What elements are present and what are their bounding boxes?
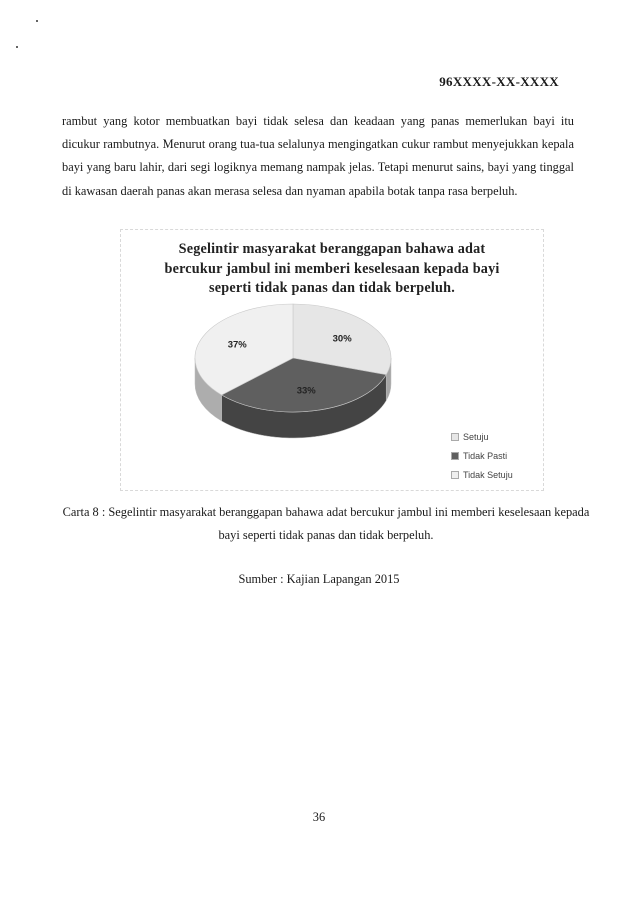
legend-item — [451, 465, 513, 484]
legend-item — [451, 446, 513, 465]
legend-swatch — [451, 433, 459, 441]
legend-label: Tidak Pasti — [463, 450, 508, 461]
scan-speck — [16, 46, 18, 48]
document-id: 96XXXX-XX-XXXX — [439, 74, 559, 89]
chart-legend — [451, 427, 513, 484]
scan-speck — [36, 20, 38, 22]
chart-title-line: bercukur jambul ini memberi keselesaan kepada bayi — [164, 260, 500, 277]
page-number: 36 — [312, 810, 326, 824]
pie-slice-label: 30% — [332, 333, 352, 345]
pie-slice-label: 33% — [296, 385, 316, 397]
chart-title-line: seperti tidak panas dan tidak berpeluh. — [209, 280, 455, 296]
legend-label: Tidak Setuju — [463, 469, 513, 480]
chart-title-line: Segelintir masyarakat beranggapan bahawa adat — [178, 241, 486, 257]
legend-item — [451, 427, 513, 446]
pie-slice-label: 37% — [227, 339, 247, 351]
source-note: Sumber : Kajian Lapangan 2015 — [238, 572, 400, 586]
legend-swatch — [451, 452, 459, 460]
body-paragraph: rambut yang kotor membuatkan bayi tidak selesa dan keadaan yang panas memerlukan bayi itu dicukur rambutnya. Menurut orang tua-tua selalunya mengingatkan cukur rambut menyejukkan kepala bayi yang baru lahir, dari segi logiknya memang nampak jelas. Tetapi menurut sains, bayi yang tinggal di kawasan daerah panas akan merasa selesa dan nyaman apabila botak tanpa rasa berpeluh. — [62, 114, 574, 198]
figure-caption: Carta 8 : Segelintir masyarakat beranggapan bahawa adat bercukur jambul ini memberi keselesaan kepada bayi seperti tidak panas dan tidak berpeluh. — [62, 505, 590, 542]
legend-label: Setuju — [463, 431, 489, 442]
pie-chart — [120, 229, 544, 491]
legend-swatch — [451, 471, 459, 479]
